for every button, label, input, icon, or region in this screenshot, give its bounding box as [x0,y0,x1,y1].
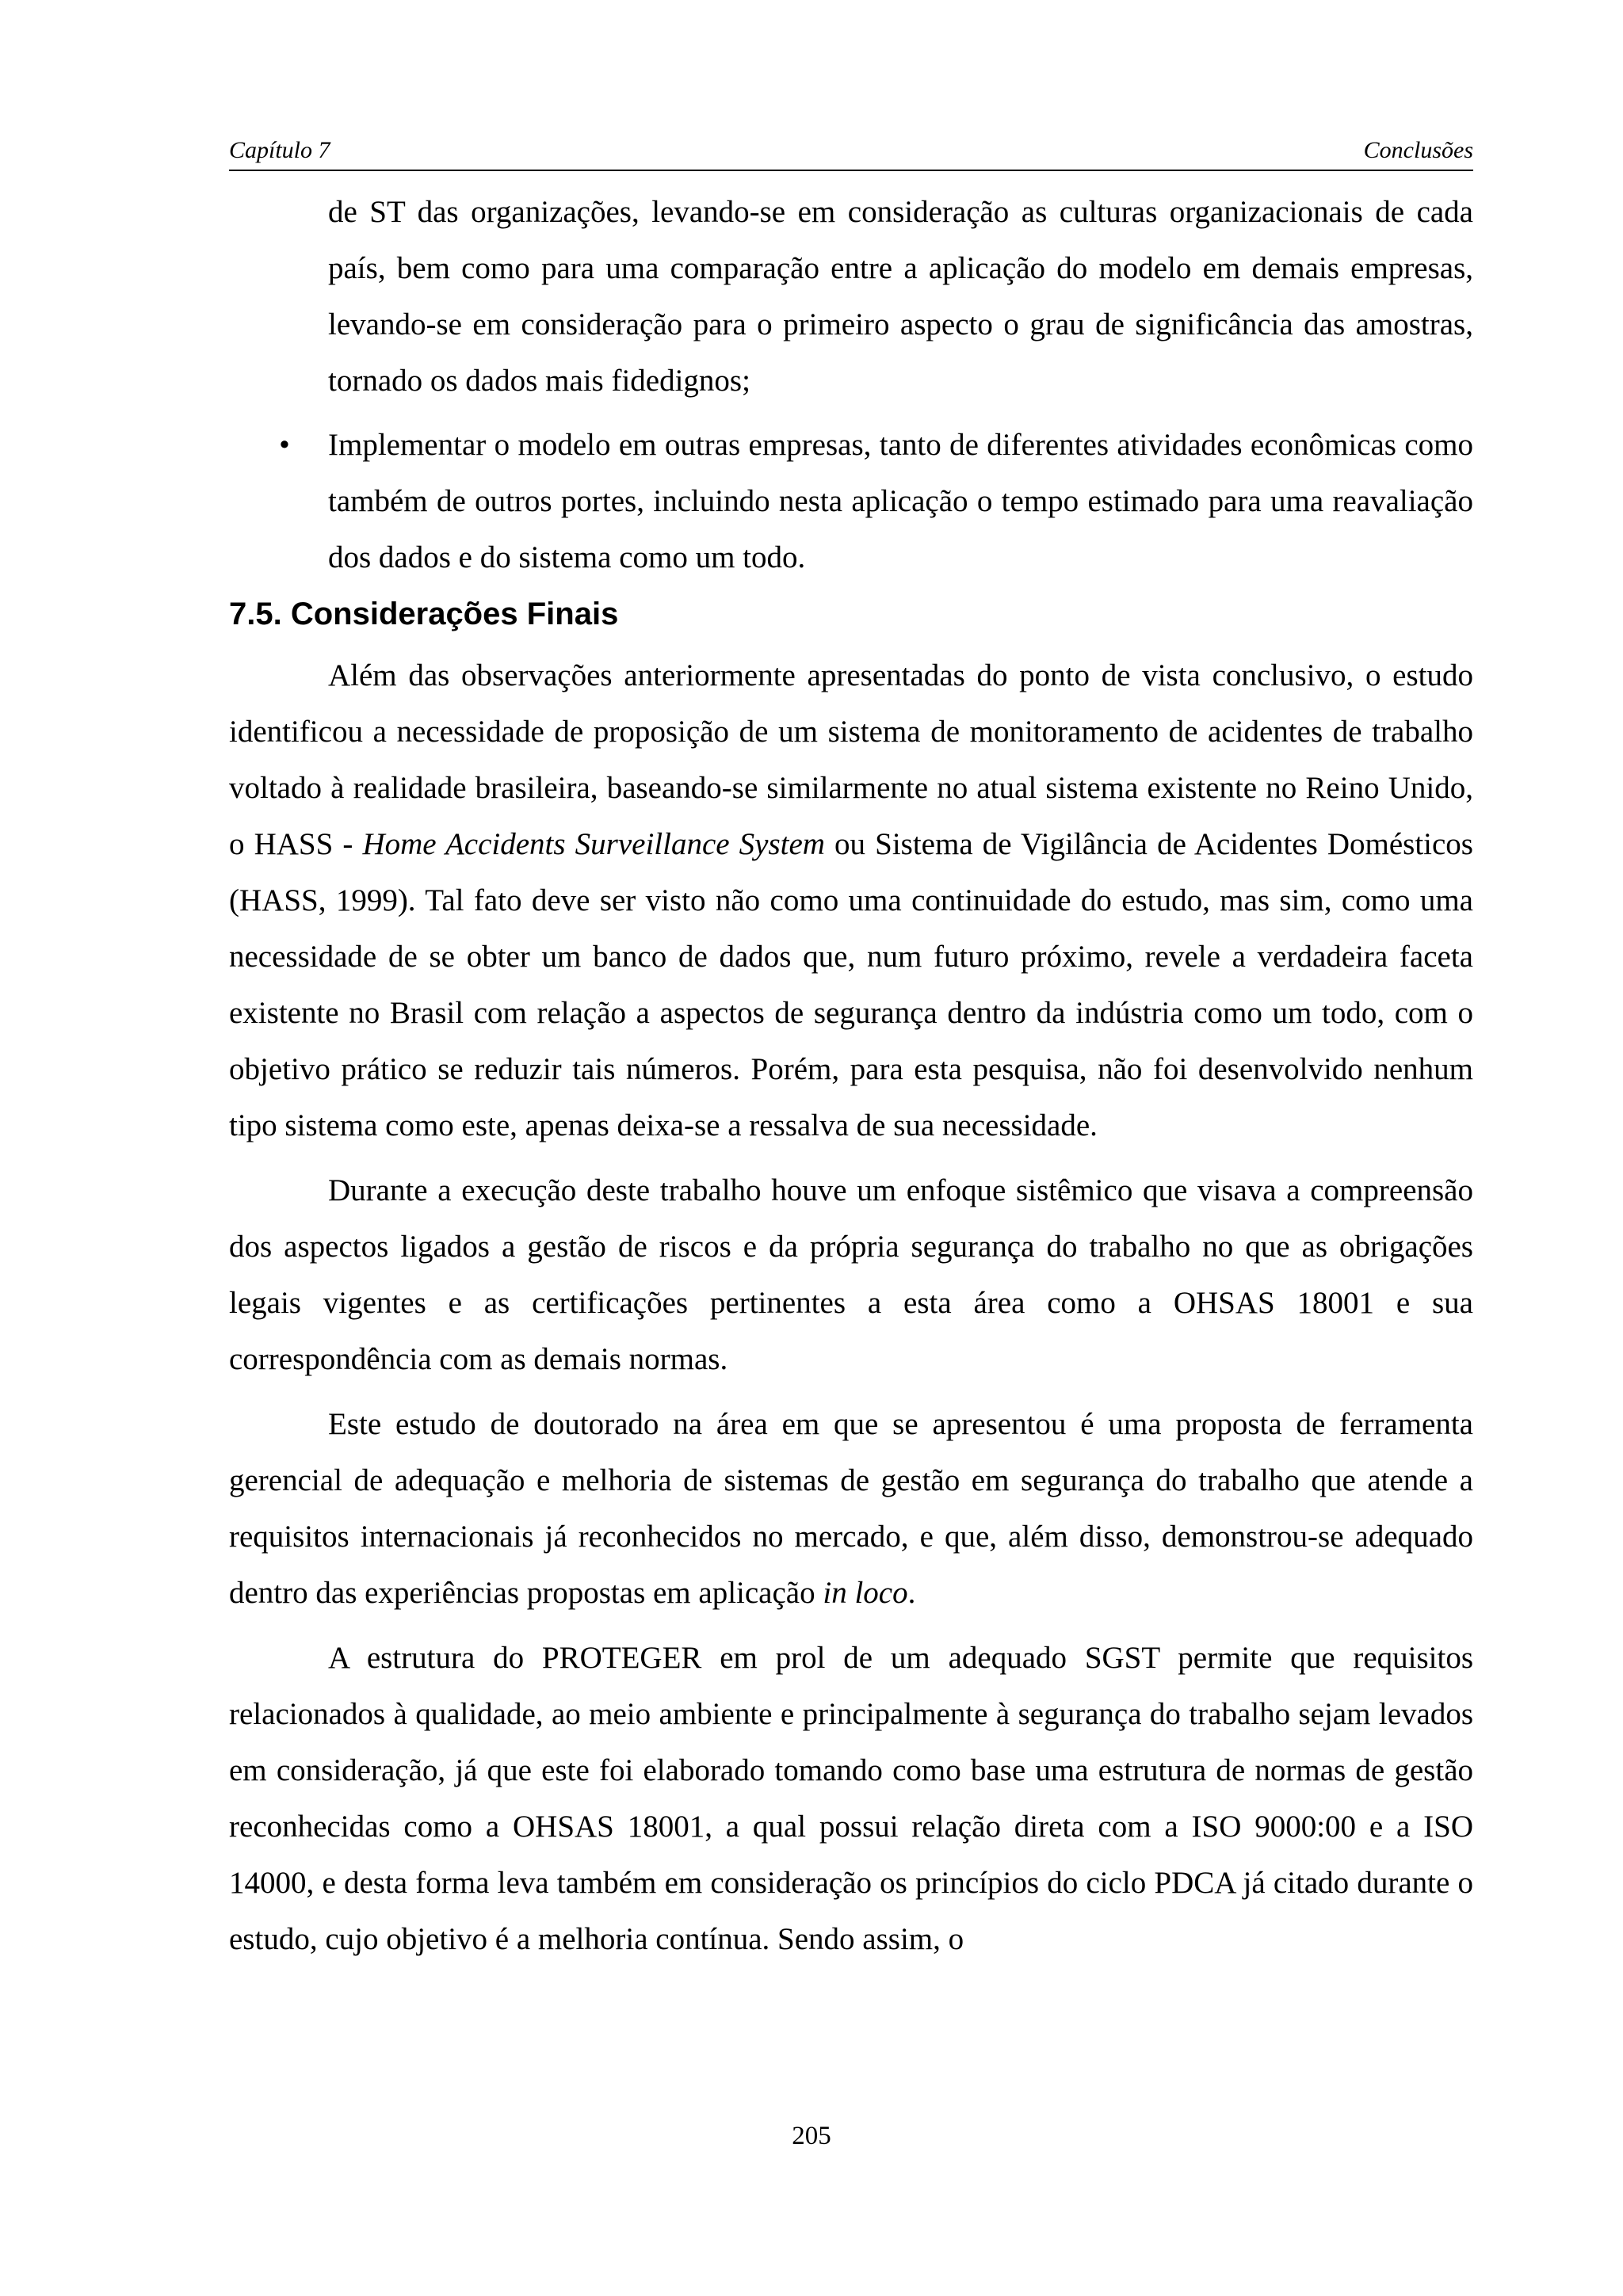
paragraph-3-text-b: . [907,1576,916,1610]
paragraph-1 [229,647,1473,1154]
running-header [229,132,1473,171]
continuation-paragraph: de ST das organizações, levando-se em consideração as culturas organizacionais de cada país, bem como para uma comparação entre a aplicação do modelo em demais empresas, levando-se em consideração para o primeiro aspecto o grau de significância das amostras, tornado os dados mais fidedignos; [328,195,1473,398]
header-section-title: Conclusões [1363,137,1473,163]
paragraph-1-text-b: ou Sistema de Vigilância de Acidentes Domésticos (HASS, 1999). Tal fato deve ser visto não como uma continuidade do estudo, mas sim, como uma necessidade de se obter um banco de dados que, num futuro próximo, revele a verdadeira faceta existente no Brasil com relação a aspectos de segurança dentro da indústria como um todo, com o objetivo prático se reduzir tais números. Porém, para esta pesquisa, não foi desenvolvido nenhum tipo sistema como este, apenas deixa-se a ressalva de sua necessidade. [229,827,1473,1142]
paragraph-3-text-a: Este estudo de doutorado na área em que se apresentou é uma proposta de ferramenta gerencial de adequação e melhoria de sistemas de gestão em segurança do trabalho que atende a requisitos internacionais já reconhecidos no mercado, e que, além disso, demonstrou-se adequado dentro das experiências propostas em aplicação [229,1407,1473,1610]
paragraph-3-italic: in loco [823,1576,908,1610]
page-number: 205 [792,2122,831,2150]
paragraph-3 [229,1396,1473,1621]
bullet-list-item [279,417,1473,585]
header-chapter: Capítulo 7 [229,137,330,163]
section-heading: 7.5. Considerações Finais [229,597,619,631]
bullet-text: Implementar o modelo em outras empresas, tanto de diferentes atividades econômicas como também de outros portes, incluindo nesta aplicação o tempo estimado para uma reavaliação dos dados e do sistema como um todo. [328,428,1473,574]
paragraph-2: Durante a execução deste trabalho houve um enfoque sistêmico que visava a compreensão dos aspectos ligados a gestão de riscos e da própria segurança do trabalho no que as obrigações legais vigentes e as certificações pertinentes a esta área como a OHSAS 18001 e sua correspondência com as demais normas. [229,1173,1473,1376]
paragraph-1-text-a: Além das observações anteriormente apresentadas do ponto de vista conclusivo, o estudo identificou a necessidade de proposição de um sistema de monitoramento de acidentes de trabalho voltado à realidade brasileira, baseando-se similarmente no atual sistema existente no Reino Unido, o HASS - [229,658,1473,861]
bullet-icon: • [279,428,290,462]
page-body [229,184,1473,1976]
paragraph-4: A estrutura do PROTEGER em prol de um adequado SGST permite que requisitos relacionados à qualidade, ao meio ambiente e principalmente à segurança do trabalho sejam levados em consideração, já que este foi elaborado tomando como base uma estrutura de normas de gestão reconhecidas como a OHSAS 18001, a qual possui relação direta com a ISO 9000:00 e a ISO 14000, e desta forma leva também em consideração os princípios do ciclo PDCA já citado durante o estudo, cujo objetivo é a melhoria contínua. Sendo assim, o [229,1641,1473,1956]
paragraph-1-italic: Home Accidents Surveillance System [362,827,825,861]
